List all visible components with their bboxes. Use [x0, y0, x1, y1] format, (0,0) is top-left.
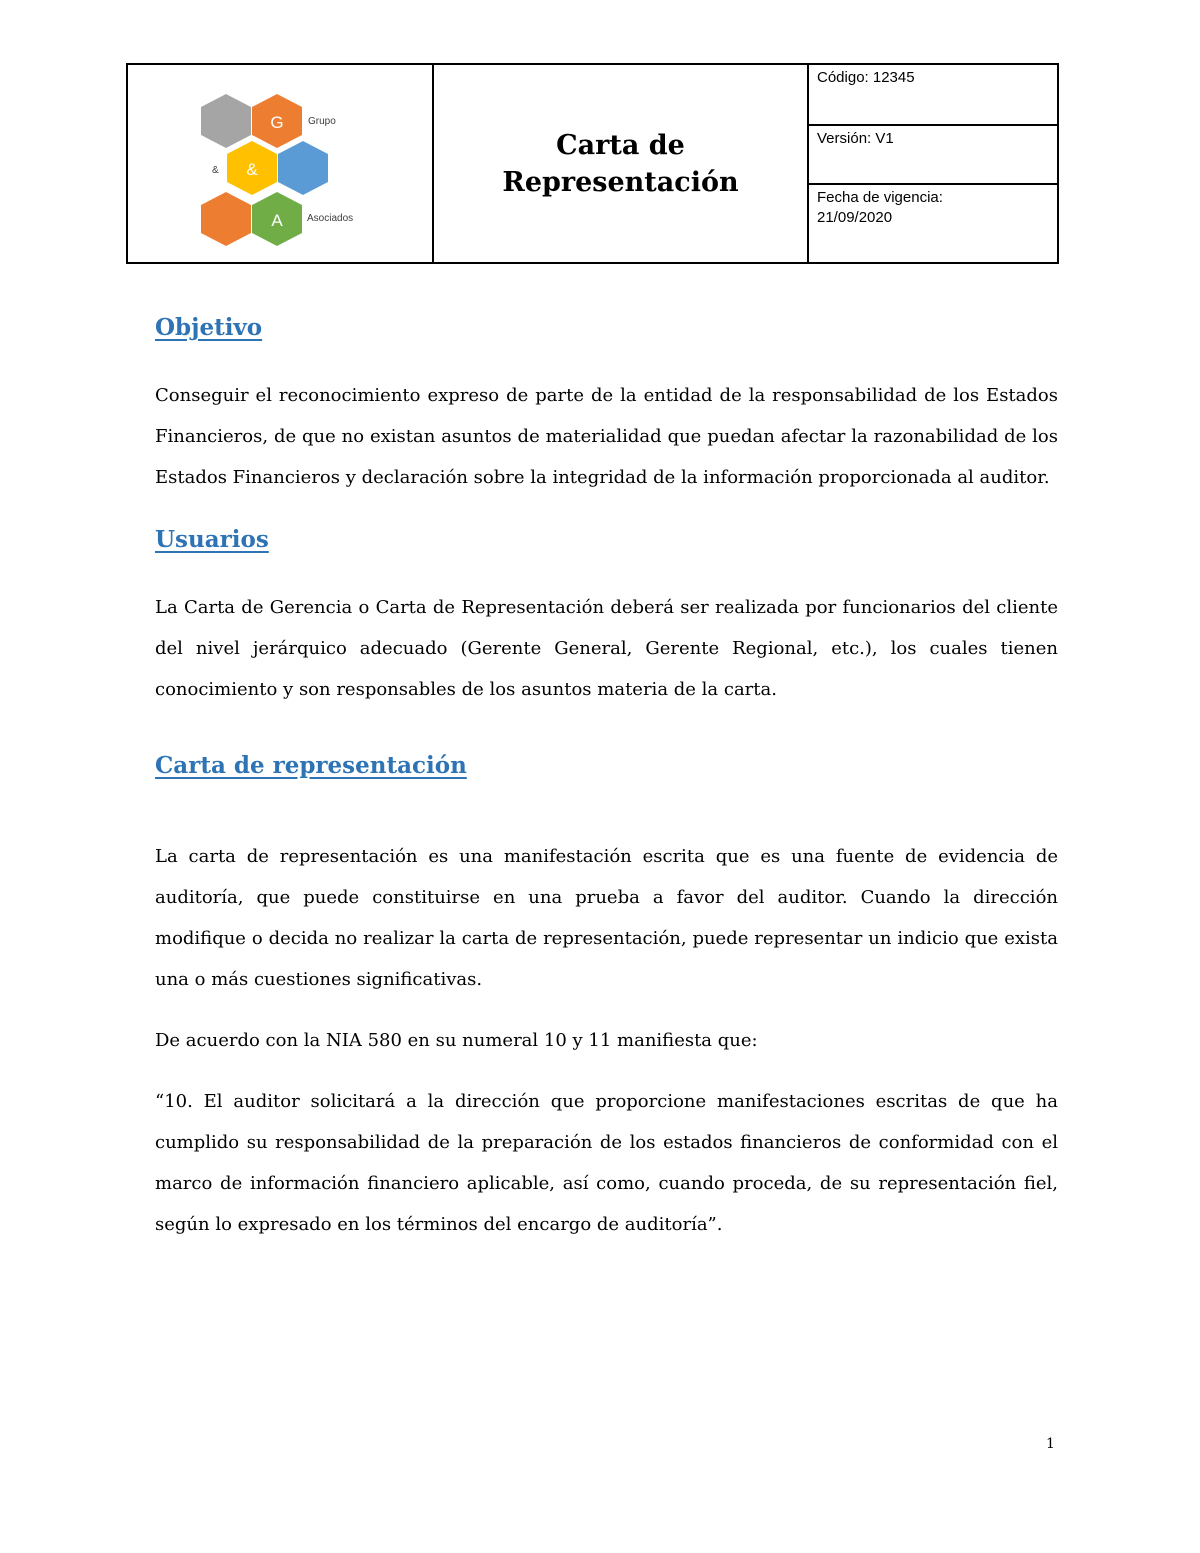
logo-letter-g: G — [270, 113, 284, 132]
logo-cell — [128, 65, 434, 262]
document-body — [155, 312, 1058, 1245]
logo-hex-blue — [278, 141, 328, 195]
header-table — [126, 63, 1059, 264]
logo-hex-orange-bottom — [201, 192, 251, 246]
carta-paragraph-2: De acuerdo con la NIA 580 en su numeral 10 y 11 manifiesta que: — [155, 1030, 758, 1051]
codigo-cell — [809, 65, 1057, 126]
logo-text-amp: & — [212, 165, 219, 176]
logo-letter-a: A — [271, 211, 283, 230]
heading-usuarios: Usuarios — [155, 526, 269, 553]
version-text: Versión: V1 — [817, 130, 894, 147]
fecha-cell — [809, 185, 1057, 262]
fecha-value: 21/09/2020 — [817, 209, 893, 226]
heading-objetivo: Objetivo — [155, 314, 263, 341]
page-number: 1 — [1046, 1436, 1055, 1452]
logo-hex-gray — [201, 94, 251, 148]
title-cell — [434, 65, 809, 262]
carta-paragraph-1: La carta de representación es una manifestación escrita que es una fuente de evidencia de auditoría, que puede constituirse en una prueba a favor del auditor. Cuando la dirección modifique o decida no realizar la carta de representación, puede representar un indicio que exista una o más cuestiones significativas. — [155, 846, 1058, 990]
logo-text-grupo: Grupo — [308, 116, 336, 127]
document-title: Carta de Representación — [502, 129, 739, 198]
logo-letter-amp: & — [246, 160, 258, 179]
usuarios-paragraph: La Carta de Gerencia o Carta de Representación deberá ser realizada por funcionarios del cliente del nivel jerárquico adecuado (Gerente General, Gerente Regional, etc.), los cuales tienen conocimiento y son responsables de los asuntos materia de la carta. — [155, 597, 1058, 700]
fecha-label: Fecha de vigencia: — [817, 189, 943, 206]
heading-carta-representacion: Carta de representación — [155, 752, 467, 779]
version-cell — [809, 126, 1057, 185]
nia-quote: “10. El auditor solicitará a la dirección que proporcione manifestaciones escritas de que ha cumplido su responsabilidad de la preparación de los estados financieros de conformidad con el marco de información financiero aplicable, así como, cuando proceda, de su representación fiel, según lo expresado en los términos del encargo de auditoría”. — [155, 1091, 1058, 1235]
company-logo — [128, 65, 430, 262]
codigo-text: Código: 12345 — [817, 69, 915, 86]
objetivo-paragraph: Conseguir el reconocimiento expreso de parte de la entidad de la responsabilidad de los Estados Financieros, de que no existan asuntos de materialidad que puedan afectar la razonabilidad de los Estados Financieros y declaración sobre la integridad de la información proporcionada al auditor. — [155, 385, 1058, 488]
logo-text-asociados: Asociados — [307, 213, 354, 224]
